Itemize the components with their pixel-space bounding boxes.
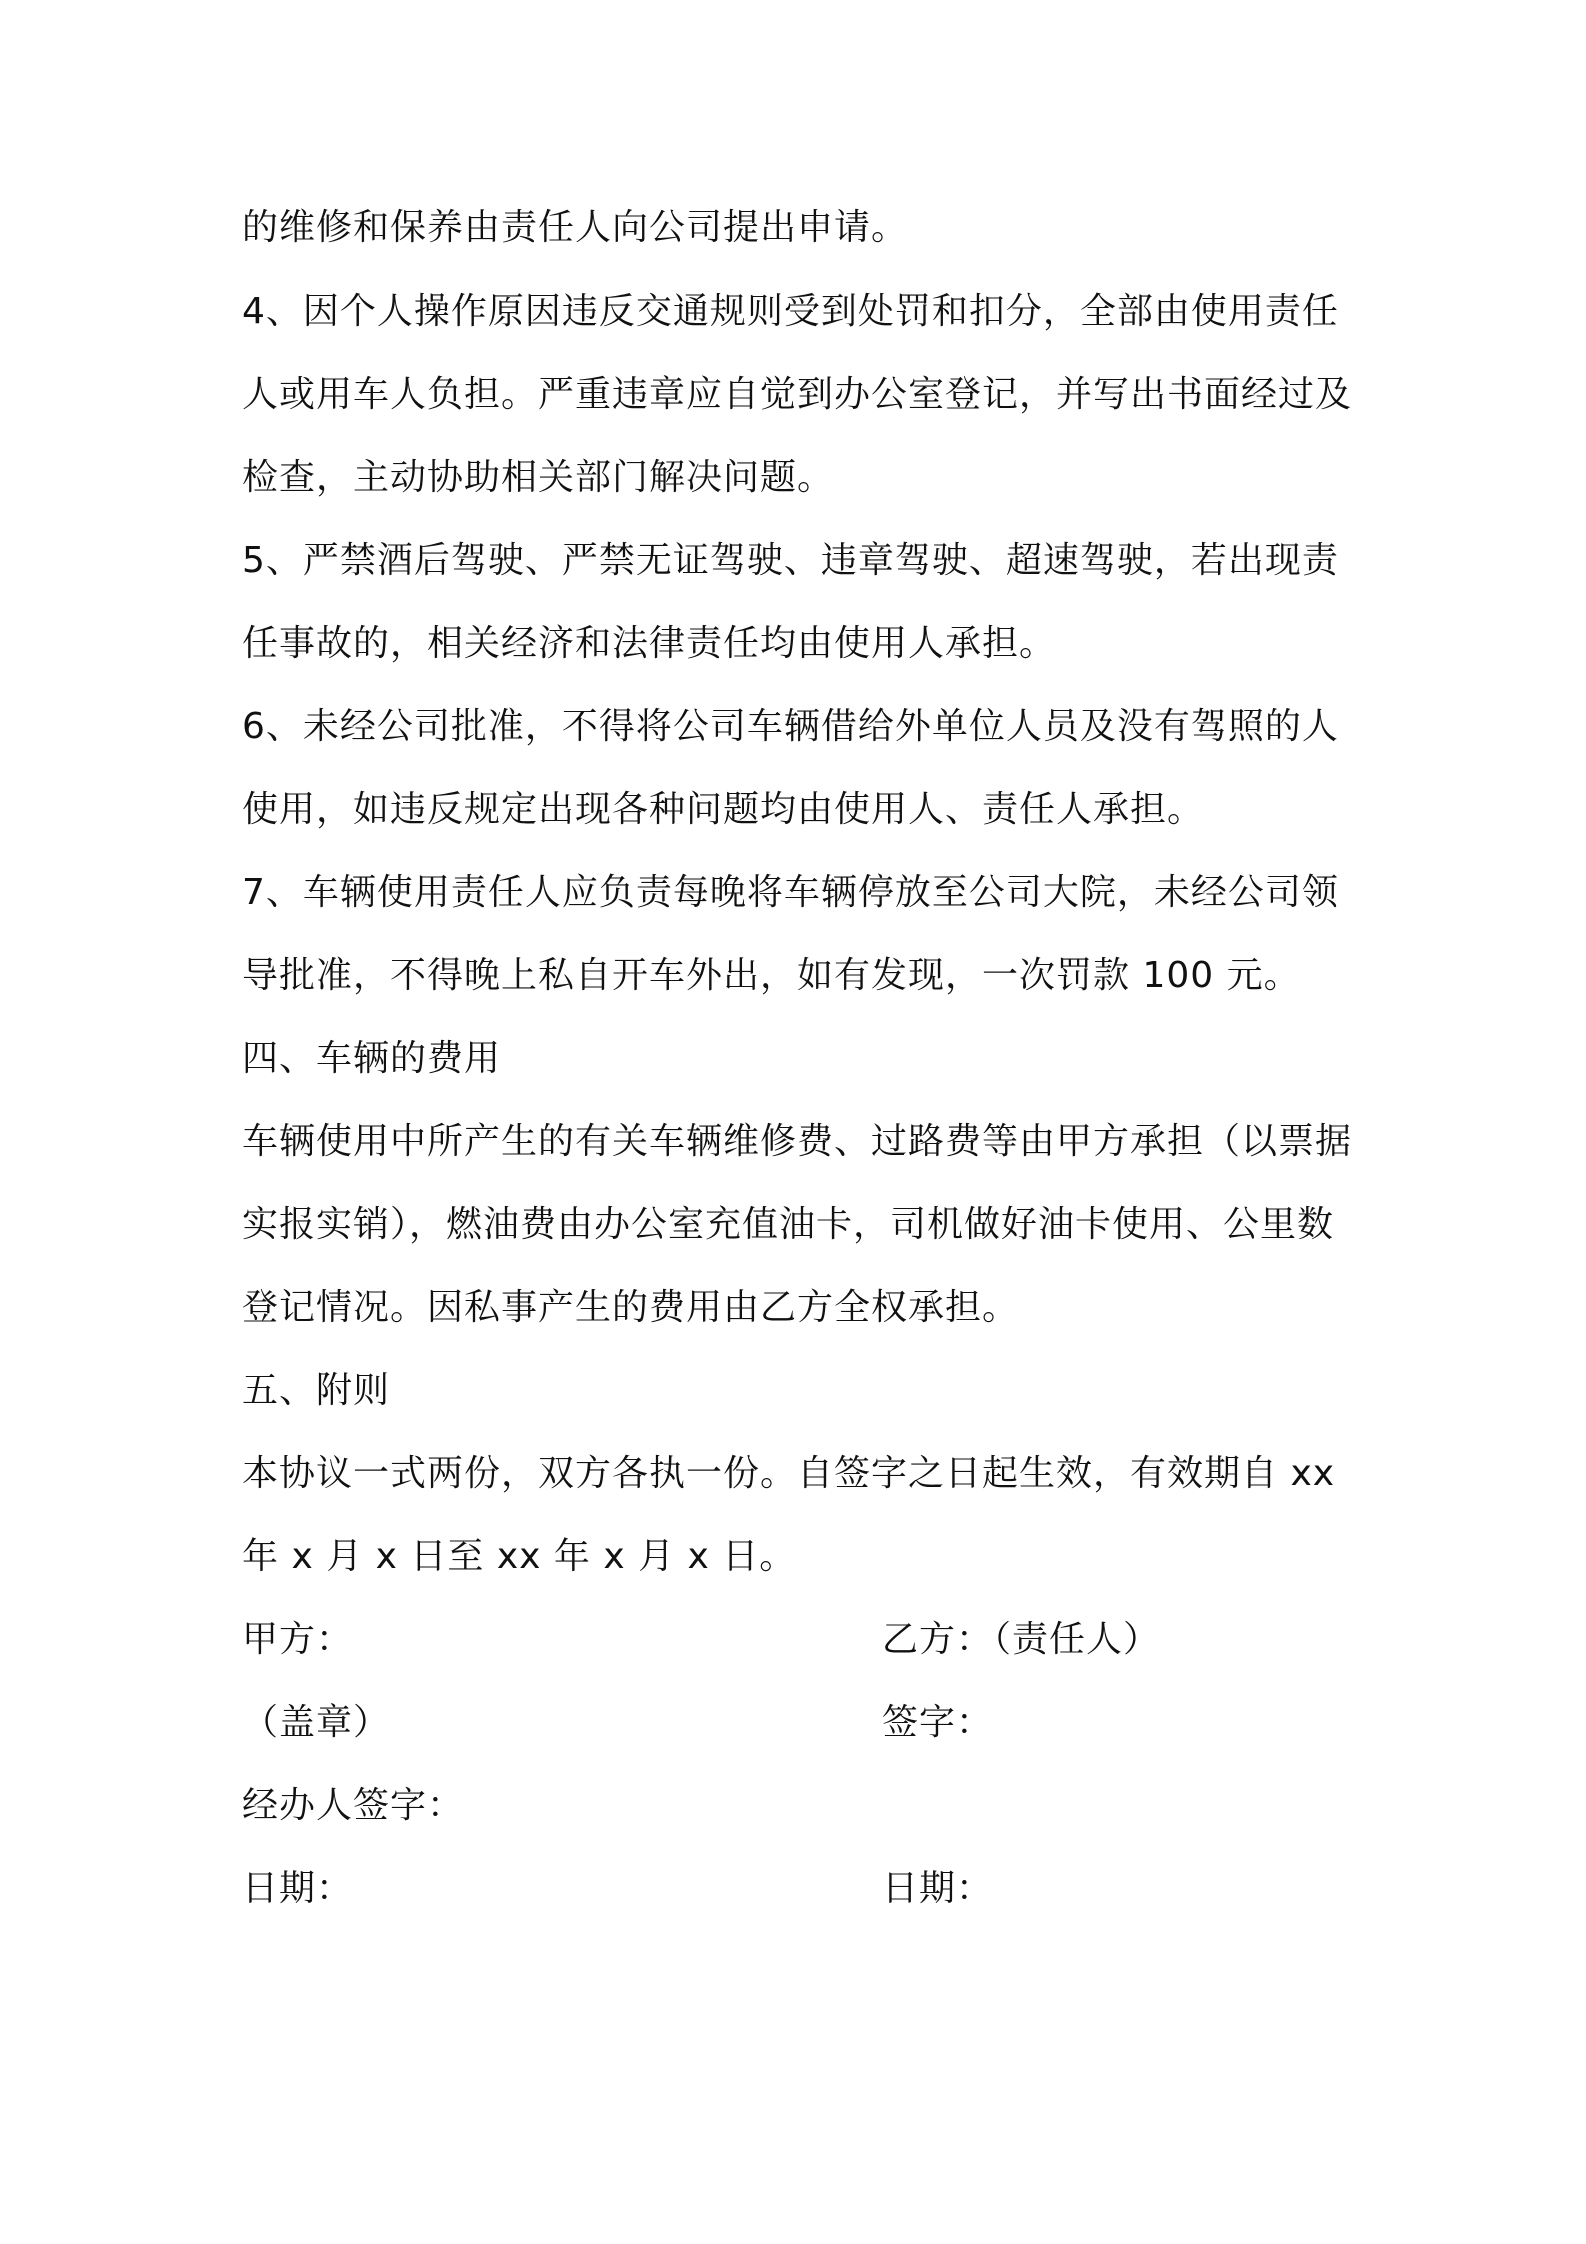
- appendix-line-2: 年 x 月 x 日至 xx 年 x 月 x 日。: [242, 1536, 797, 1577]
- clause-4-line-2: 人或用车人负担。严重违章应自觉到办公室登记，并写出书面经过及: [242, 374, 1353, 415]
- clause-7-line-1: 7、车辆使用责任人应负责每晚将车辆停放至公司大院，未经公司领: [242, 872, 1339, 913]
- clause-7-line-2: 导批准，不得晚上私自开车外出，如有发现，一次罚款 100 元。: [242, 955, 1301, 996]
- seal-label: （盖章）: [242, 1702, 391, 1743]
- paragraph-line: 的维修和保养由责任人向公司提出申请。: [242, 207, 909, 248]
- clause-6-line-2: 使用，如违反规定出现各种问题均由使用人、责任人承担。: [242, 789, 1205, 830]
- date-a-label: 日期：: [242, 1868, 354, 1909]
- clause-4-line-1: 4、因个人操作原因违反交通规则受到处罚和扣分，全部由使用责任: [242, 291, 1339, 332]
- fees-line-2: 实报实销），燃油费由办公室充值油卡，司机做好油卡使用、公里数: [242, 1204, 1335, 1245]
- sign-label: 签字：: [882, 1702, 994, 1743]
- section-heading-fees: 四、车辆的费用: [242, 1038, 502, 1079]
- section-heading-appendix: 五、附则: [242, 1370, 391, 1411]
- fees-line-1: 车辆使用中所产生的有关车辆维修费、过路费等由甲方承担（以票据: [242, 1121, 1353, 1162]
- clause-4-line-3: 检查，主动协助相关部门解决问题。: [242, 457, 835, 498]
- clause-6-line-1: 6、未经公司批准，不得将公司车辆借给外单位人员及没有驾照的人: [242, 706, 1339, 747]
- party-b-label: 乙方：（责任人）: [882, 1619, 1161, 1660]
- handler-sign-label: 经办人签字：: [242, 1785, 465, 1826]
- clause-5-line-2: 任事故的，相关经济和法律责任均由使用人承担。: [242, 623, 1057, 664]
- party-a-label: 甲方：: [242, 1619, 354, 1660]
- appendix-line-1: 本协议一式两份，双方各执一份。自签字之日起生效，有效期自 xx: [242, 1453, 1336, 1494]
- date-b-label: 日期：: [882, 1868, 994, 1909]
- fees-line-3: 登记情况。因私事产生的费用由乙方全权承担。: [242, 1287, 1020, 1328]
- clause-5-line-1: 5、严禁酒后驾驶、严禁无证驾驶、违章驾驶、超速驾驶，若出现责: [242, 540, 1339, 581]
